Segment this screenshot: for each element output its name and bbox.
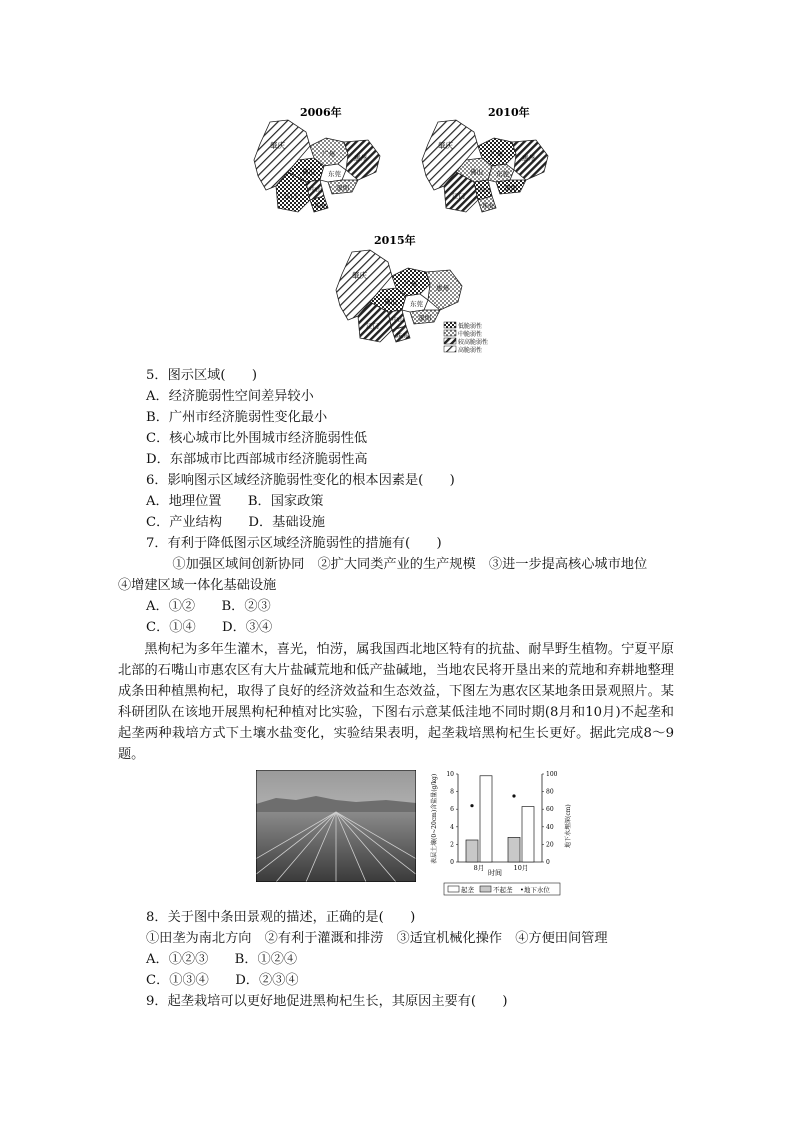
city-label: 惠州 bbox=[436, 284, 449, 292]
y-tick-label: 4 bbox=[450, 823, 454, 831]
map-title: 2006年 bbox=[300, 106, 342, 119]
city-label: 佛山 bbox=[384, 298, 397, 306]
city-label: 佛山 bbox=[470, 168, 483, 176]
city-label: 东莞 bbox=[328, 170, 341, 178]
legend-ridge: 起垄 bbox=[461, 886, 474, 894]
y2-tick-label: 20 bbox=[546, 841, 554, 849]
city-label: 江门 bbox=[366, 322, 379, 330]
map-2015 bbox=[330, 230, 510, 360]
map-title: 2015年 bbox=[374, 234, 416, 247]
y2-tick-label: 40 bbox=[546, 823, 554, 831]
legend-groundwater: •地下水位 bbox=[520, 886, 550, 894]
map-2010 bbox=[416, 100, 566, 218]
city-label: 惠州 bbox=[522, 154, 535, 162]
q5-option-d: D．东部城市比西部城市经济脆弱性高 bbox=[146, 452, 368, 467]
bar-no-ridge bbox=[466, 840, 478, 862]
groundwater-point bbox=[512, 794, 515, 797]
y-tick-label: 6 bbox=[450, 806, 454, 814]
salt-chart bbox=[424, 766, 584, 898]
city-label: 珠海 bbox=[396, 333, 409, 340]
y2-tick-label: 100 bbox=[546, 771, 558, 778]
y-tick-label: 8 bbox=[450, 788, 454, 796]
q5-stem: 5．图示区域( ) bbox=[146, 368, 257, 383]
legend-label: 中脆弱性 bbox=[458, 331, 483, 338]
city-label: 东莞 bbox=[496, 170, 509, 178]
city-label: 中山 bbox=[310, 187, 323, 194]
q8-stem: 8．关于图中条田景观的描述，正确的是( ) bbox=[146, 910, 416, 925]
city-label: 肇庆 bbox=[270, 141, 285, 150]
q5-option-c: C．核心城市比外围城市经济脆弱性低 bbox=[146, 431, 368, 446]
y-tick-label: 0 bbox=[450, 859, 454, 866]
q9-stem: 9．起垄栽培可以更好地促进黑枸杞生长，其原因主要有( ) bbox=[146, 994, 508, 1009]
city-label: 深圳 bbox=[504, 184, 517, 192]
legend-label: 较高脆弱性 bbox=[458, 339, 489, 346]
q8-options-ab: A．①②③ B．①②④ bbox=[146, 952, 298, 967]
bar-no-ridge bbox=[508, 837, 520, 862]
q7-options-ab: A．①② B．②③ bbox=[146, 599, 271, 614]
legend-label: 低脆弱性 bbox=[458, 323, 483, 330]
y2-tick-label: 0 bbox=[546, 859, 550, 866]
groundwater-point bbox=[470, 804, 473, 807]
q5-option-a: A．经济脆弱性空间差异较小 bbox=[146, 389, 314, 404]
q6-options-ab: A．地理位置 B．国家政策 bbox=[146, 494, 324, 509]
q7-options-cd: C．①④ D．③④ bbox=[146, 620, 273, 635]
city-label: 广州 bbox=[404, 280, 417, 288]
legend-label: 高脆弱性 bbox=[458, 347, 483, 354]
city-label: 深圳 bbox=[418, 314, 431, 322]
y-tick-label: 2 bbox=[450, 841, 454, 849]
x-tick-label: 10月 bbox=[513, 864, 529, 872]
city-label: 江门 bbox=[452, 192, 465, 200]
y2-tick-label: 80 bbox=[546, 788, 554, 796]
q8-items: ①田垄为南北方向 ②有利于灌溉和排涝 ③适宜机械化操作 ④方便田间管理 bbox=[146, 931, 608, 946]
x-tick-label: 8月 bbox=[473, 864, 485, 872]
city-label: 珠海 bbox=[314, 203, 327, 210]
city-label: 珠海 bbox=[482, 203, 495, 210]
map-2006 bbox=[248, 100, 398, 218]
city-label: 中山 bbox=[478, 187, 491, 194]
city-label: 惠州 bbox=[354, 154, 367, 162]
q8-options-cd: C．①③④ D．②③④ bbox=[146, 973, 299, 988]
y-tick-label: 10 bbox=[446, 771, 454, 778]
city-label: 广州 bbox=[490, 150, 503, 158]
q6-options-cd: C．产业结构 D．基础设施 bbox=[146, 515, 325, 530]
q6-stem: 6．影响图示区域经济脆弱性变化的根本因素是( ) bbox=[146, 473, 455, 488]
q7-items-line2: ④增建区域一体化基础设施 bbox=[118, 578, 277, 593]
map-title: 2010年 bbox=[488, 106, 530, 119]
chart-legend bbox=[444, 883, 560, 895]
field-photo bbox=[256, 770, 416, 882]
city-label: 中山 bbox=[392, 317, 405, 324]
city-label: 肇庆 bbox=[438, 141, 453, 150]
city-label: 广州 bbox=[322, 150, 335, 158]
y2-tick-label: 60 bbox=[546, 806, 554, 814]
q7-items-line1: ①加强区域间创新协同 ②扩大同类产业的生产规模 ③进一步提高核心城市地位 bbox=[172, 557, 648, 572]
legend-no-ridge: 不起垄 bbox=[493, 886, 513, 894]
bar-ridge bbox=[522, 807, 534, 862]
city-label: 肇庆 bbox=[352, 271, 367, 280]
passage: 黑枸杞为多年生灌木，喜光，怕涝，属我国西北地区特有的抗盐、耐旱野生植物。宁夏平原北部的石嘴山市惠农区有大片盐碱荒地和低产盐碱地，当地农民将开垦出来的荒地和弃耕地整理成条田种植黑枸杞，取得了良好的经济效益和生态效益，下图左为惠农区某地条田景观照片。某科研团队在该地开展黑枸杞种植对比实验，下图右示意某低洼地不同时期(8月和10月)不起垄和起垄两种栽培方式下土壤水盐变化，实验结果表明，起垄栽培黑枸杞生长更好。据此完成8～9题。 bbox=[118, 642, 674, 762]
city-label: 东莞 bbox=[410, 300, 423, 308]
y2-axis-label: 地下水埋深(cm) bbox=[565, 804, 572, 848]
city-label: 江门 bbox=[284, 192, 297, 200]
city-label: 深圳 bbox=[336, 184, 349, 192]
map-legend bbox=[444, 322, 488, 354]
q7-stem: 7．有利于降低图示区域经济脆弱性的措施有( ) bbox=[146, 536, 442, 551]
city-label: 佛山 bbox=[302, 168, 315, 176]
bar-ridge bbox=[480, 776, 492, 862]
x-axis-label: 时间 bbox=[488, 869, 502, 877]
y-axis-label: 表层土壤(0~20cm)含盐量(g/kg) bbox=[431, 773, 438, 864]
q5-option-b: B．广州市经济脆弱性变化最小 bbox=[146, 410, 328, 425]
